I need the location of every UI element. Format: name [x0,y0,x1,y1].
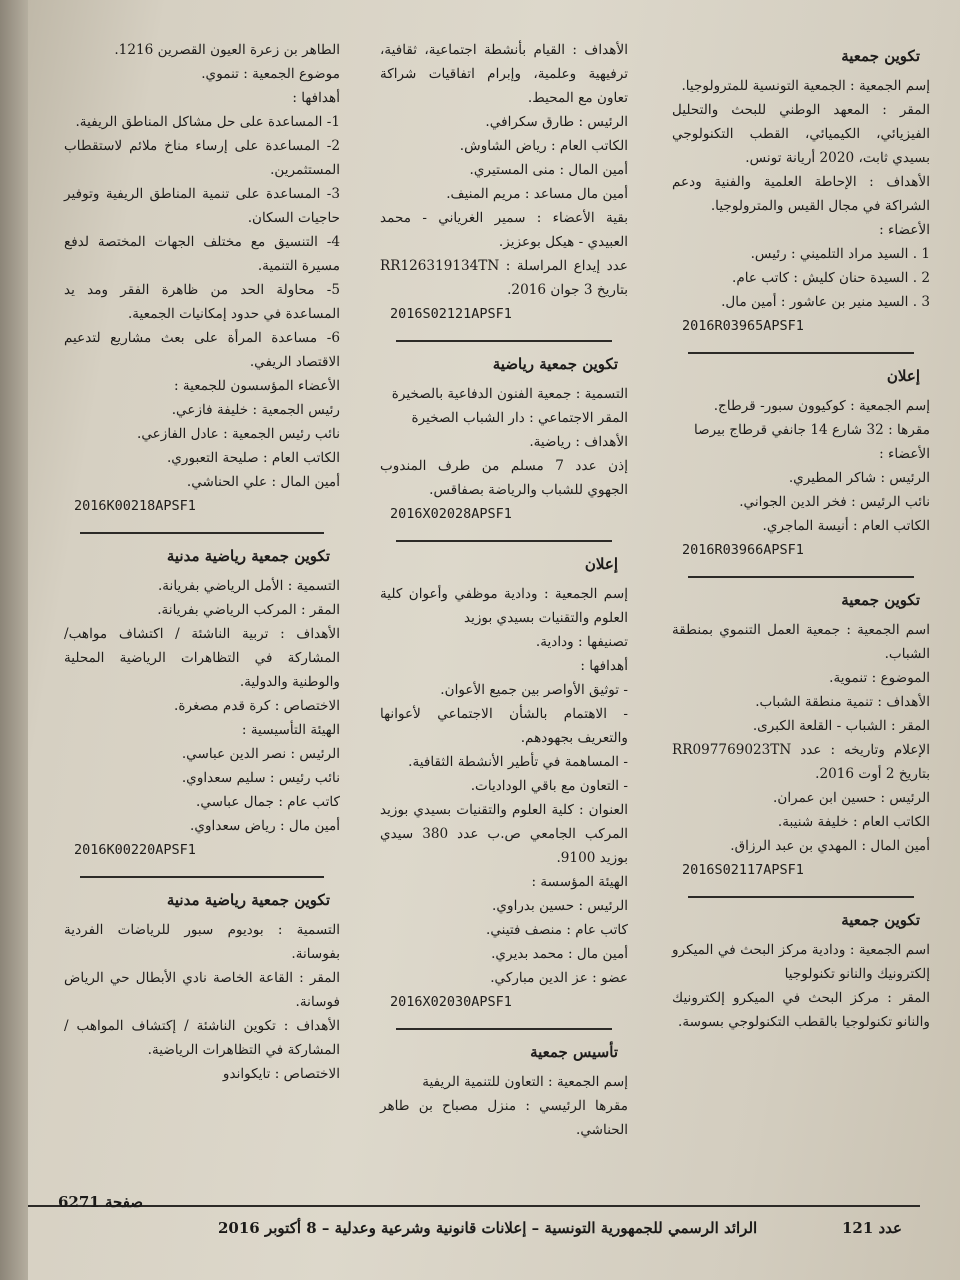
notice-section [380,1040,628,1142]
section-divider [80,876,324,878]
notice-line: اسم الجمعية : ودادية مركز البحث في الميكرو إلكترونيك والنانو تكنولوجيا [672,942,930,982]
notice-section [672,908,930,1034]
notice-section [672,44,930,354]
notice-line: الهيئة التأسيسية : [241,722,340,738]
notice-line: أهدافها : [580,658,628,674]
notice-section [672,588,930,898]
notice-line: مقرها الرئيسي : منزل مصباح بن طاهر الحناشي. [380,1098,628,1138]
notice-section [64,38,340,534]
notice-line: العنوان : كلية العلوم والتقنيات بسيدي بوزيد المركب الجامعي ص.ب عدد 380 سيدي بوزيد 9100. [380,802,628,866]
notice-line: 2 . السيدة حنان كليش : كاتب عام. [732,270,930,286]
notice-heading: إعلان [886,367,920,385]
notice-reference-code: 2016S02121APSF1 [390,306,512,322]
notice-section [380,352,628,542]
notice-heading: تكوين جمعية رياضية مدنية [166,547,330,565]
notice-line: أهدافها : [292,90,340,106]
section-divider [688,896,914,898]
notice-line: 5- محاولة الحد من ظاهرة الفقر ومد يد المساعدة في حدود إمكانيات الجمعية. [64,282,340,322]
section-divider [80,532,324,534]
notice-line: - الاهتمام بالشأن الاجتماعي لأعوانها والتعريف بجهودهم. [380,706,628,746]
notice-reference-code: 2016X02028APSF1 [390,506,512,522]
page-fold-shadow [0,0,28,1280]
notice-line: الرئيس : حسين بدراوي. [492,898,628,914]
notice-line: نائب الرئيس : فخر الدين الجواني. [739,494,930,510]
notice-line: المقر : مركز البحث في الميكرو إلكترونيك والنانو تكنولوجيا بالقطب التكنولوجي بسوسة. [672,990,930,1030]
notice-line: نائب رئيس الجمعية : عادل الفازعي. [137,426,340,442]
notice-line: التسمية : الأمل الرياضي بفريانة. [157,578,340,594]
notice-line: إسم الجمعية : الجمعية التونسية للمترولوجيا. [681,78,930,94]
notice-line: الرئيس : شاكر المطيري. [788,470,930,486]
notice-line: إذن عدد 7 مسلم من طرف المندوب الجهوي للشباب والرياضة بصفاقس. [380,458,628,498]
notice-line: الرئيس : طارق سكرافي. [485,114,628,130]
notice-line: التسمية : جمعية الفنون الدفاعية بالصخيرة [391,386,628,402]
notice-line: التسمية : بوديوم سبور للرياضات الفردية بفوسانة. [64,922,340,962]
notice-line: أمين مال : رياض سعداوي. [190,818,340,834]
notice-line: المقر : المعهد الوطني للبحث والتحليل الفيزيائي، الكيميائي، القطب التكنولوجي بسيدي ثابت، 2020 أريانة تونس. [672,102,930,166]
notice-line: أمين المال : علي الحناشي. [186,474,340,490]
notice-line: الاختصاص : كرة قدم مصغرة. [174,698,340,714]
column-right [672,38,930,1190]
notice-line: 3- المساعدة على تنمية المناطق الريفية وتوفير حاجيات السكان. [64,186,340,226]
notice-heading: تكوين جمعية [841,911,920,929]
notice-line: الطاهر بن زعرة العيون القصرين 1216. [114,42,340,58]
notice-line: 2- المساعدة على إرساء مناخ ملائم لاستقطاب المستثمرين. [64,138,340,178]
notice-line: 3 . السيد منير بن عاشور : أمين مال. [721,294,930,310]
notice-line: أمين مال مساعد : مريم المنيف. [446,186,628,202]
notice-line: اسم الجمعية : جمعية العمل التنموي بمنطقة الشباب. [672,622,930,662]
notice-line: إسم الجمعية : كوكيوون سبور- قرطاج. [713,398,930,414]
page-footer [28,1193,920,1247]
notice-line: الأعضاء المؤسسون للجمعية : [173,378,340,394]
notice-line: إسم الجمعية : ودادية موظفي وأعوان كلية العلوم والتقنيات بسيدي بوزيد [380,586,628,626]
notice-line: 1 . السيد مراد التلميني : رئيس. [750,246,930,262]
notice-line: الرئيس : حسين ابن عمران. [773,790,930,806]
notice-line: الأهداف : تنمية منطقة الشباب. [755,694,930,710]
notice-line: الأهداف : القيام بأنشطة اجتماعية، ثقافية، ترفيهية وعلمية، وإبرام اتفاقيات شراكة تعاون مع المحيط. [380,42,628,106]
notice-line: - المساهمة في تأطير الأنشطة الثقافية. [408,754,628,770]
notice-section [672,364,930,578]
notice-heading: تأسيس جمعية [530,1043,618,1061]
notice-reference-code: 2016S02117APSF1 [682,862,804,878]
notice-line: الأعضاء : [879,222,930,238]
notice-line: أمين المال : منى المستيري. [469,162,628,178]
notice-line: أمين المال : المهدي بن عبد الرزاق. [730,838,930,854]
notice-line: 4- التنسيق مع مختلف الجهات المختصة لدفع مسيرة التنمية. [64,234,340,274]
notice-line: الأهداف : رياضية. [529,434,628,450]
section-divider [396,540,612,542]
notice-line: الموضوع : تنموية. [829,670,930,686]
notice-line: عضو : عز الدين مباركي. [490,970,628,986]
notice-line: الأهداف : الإحاطة العلمية والفنية ودعم الشراكة في مجال القيس والمترولوجيا. [672,174,930,214]
notice-section [380,552,628,1030]
section-divider [396,1028,612,1030]
notice-reference-code: 2016K00218APSF1 [74,498,196,514]
notice-section [64,544,340,878]
notice-line: الكاتب العام : أنيسة الماجري. [762,518,930,534]
notice-line: تصنيفها : ودادية. [535,634,628,650]
notice-reference-code: 2016K00220APSF1 [74,842,196,858]
notice-section [380,38,628,342]
notice-line: 6- مساعدة المرأة على بعث مشاريع لتدعيم الاقتصاد الريفي. [64,330,340,370]
notice-line: الكاتب العام : خليفة شنيبة. [777,814,930,830]
notice-line: موضوع الجمعية : تنموي. [201,66,340,82]
notice-line: كاتب عام : منصف فتيني. [486,922,628,938]
notice-heading: تكوين جمعية [841,47,920,65]
issue-number: عدد 121 [841,1219,902,1237]
gazette-page [28,0,960,1280]
notice-line: الاختصاص : تايكواندو [222,1066,340,1082]
column-middle [380,38,628,1190]
notice-line: الإعلام وتاريخه : عدد RR097769023TN بتاريخ 2 أوت 2016. [672,742,930,782]
notice-heading: تكوين جمعية رياضية [492,355,618,373]
notice-line: الأهداف : تربية الناشئة / اكتشاف مواهب/ المشاركة في التظاهرات الرياضية المحلية والوطنية والدولية. [64,626,340,690]
section-divider [688,576,914,578]
notice-line: الكاتب العام : صليحة التعبوري. [166,450,340,466]
notice-reference-code: 2016R03966APSF1 [682,542,804,558]
notice-line: 1- المساعدة على حل مشاكل المناطق الريفية. [75,114,340,130]
notice-line: نائب رئيس : سليم سعداوي. [181,770,340,786]
notice-line: المقر : القاعة الخاصة نادي الأبطال حي الرياض فوسانة. [64,970,340,1010]
notice-reference-code: 2016X02030APSF1 [390,994,512,1010]
notice-heading: إعلان [584,555,618,573]
notice-line: الرئيس : نصر الدين عباسي. [181,746,340,762]
notice-line: إسم الجمعية : التعاون للتنمية الريفية [422,1074,628,1090]
notice-heading: تكوين جمعية [841,591,920,609]
notice-line: عدد إيداع المراسلة : RR126319134TN بتاريخ 3 جوان 2016. [380,258,628,298]
notice-line: أمين مال : محمد بديري. [491,946,628,962]
section-divider [688,352,914,354]
notice-line: المقر : الشباب - القلعة الكبرى. [752,718,930,734]
notice-heading: تكوين جمعية رياضية مدنية [166,891,330,909]
notice-line: المقر : المركب الرياضي بفريانة. [157,602,340,618]
notice-line: مقرها : 32 شارع 14 جانفي قرطاج بيرصا [694,422,930,438]
notice-reference-code: 2016R03965APSF1 [682,318,804,334]
notice-line: الهيئة المؤسسة : [531,874,628,890]
notice-section [64,888,340,1086]
notice-line: الكاتب العام : رياض الشاوش. [459,138,628,154]
notice-line: رئيس الجمعية : خليفة فازعي. [171,402,340,418]
notice-line: بقية الأعضاء : سمير الغرياني - محمد العبيدي - هيكل بوعزيز. [380,210,628,250]
section-divider [396,340,612,342]
notice-line: الأهداف : تكوين الناشئة / إكتشاف المواهب / المشاركة في التظاهرات الرياضية. [64,1018,340,1058]
column-left [64,38,340,1190]
gazette-title: الرائد الرسمي للجمهورية التونسية – إعلانات قانونية وشرعية وعدلية – 8 أكتوبر 2016 [218,1219,758,1237]
page-number: صفحة 6271 [58,1193,144,1211]
notice-line: - توثيق الأواصر بين جميع الأعوان. [440,682,628,698]
notice-line: الأعضاء : [879,446,930,462]
notice-line: المقر الاجتماعي : دار الشباب الصخيرة [411,410,628,426]
notice-line: كاتب عام : جمال عباسي. [196,794,340,810]
notice-line: - التعاون مع باقي الوداديات. [470,778,628,794]
